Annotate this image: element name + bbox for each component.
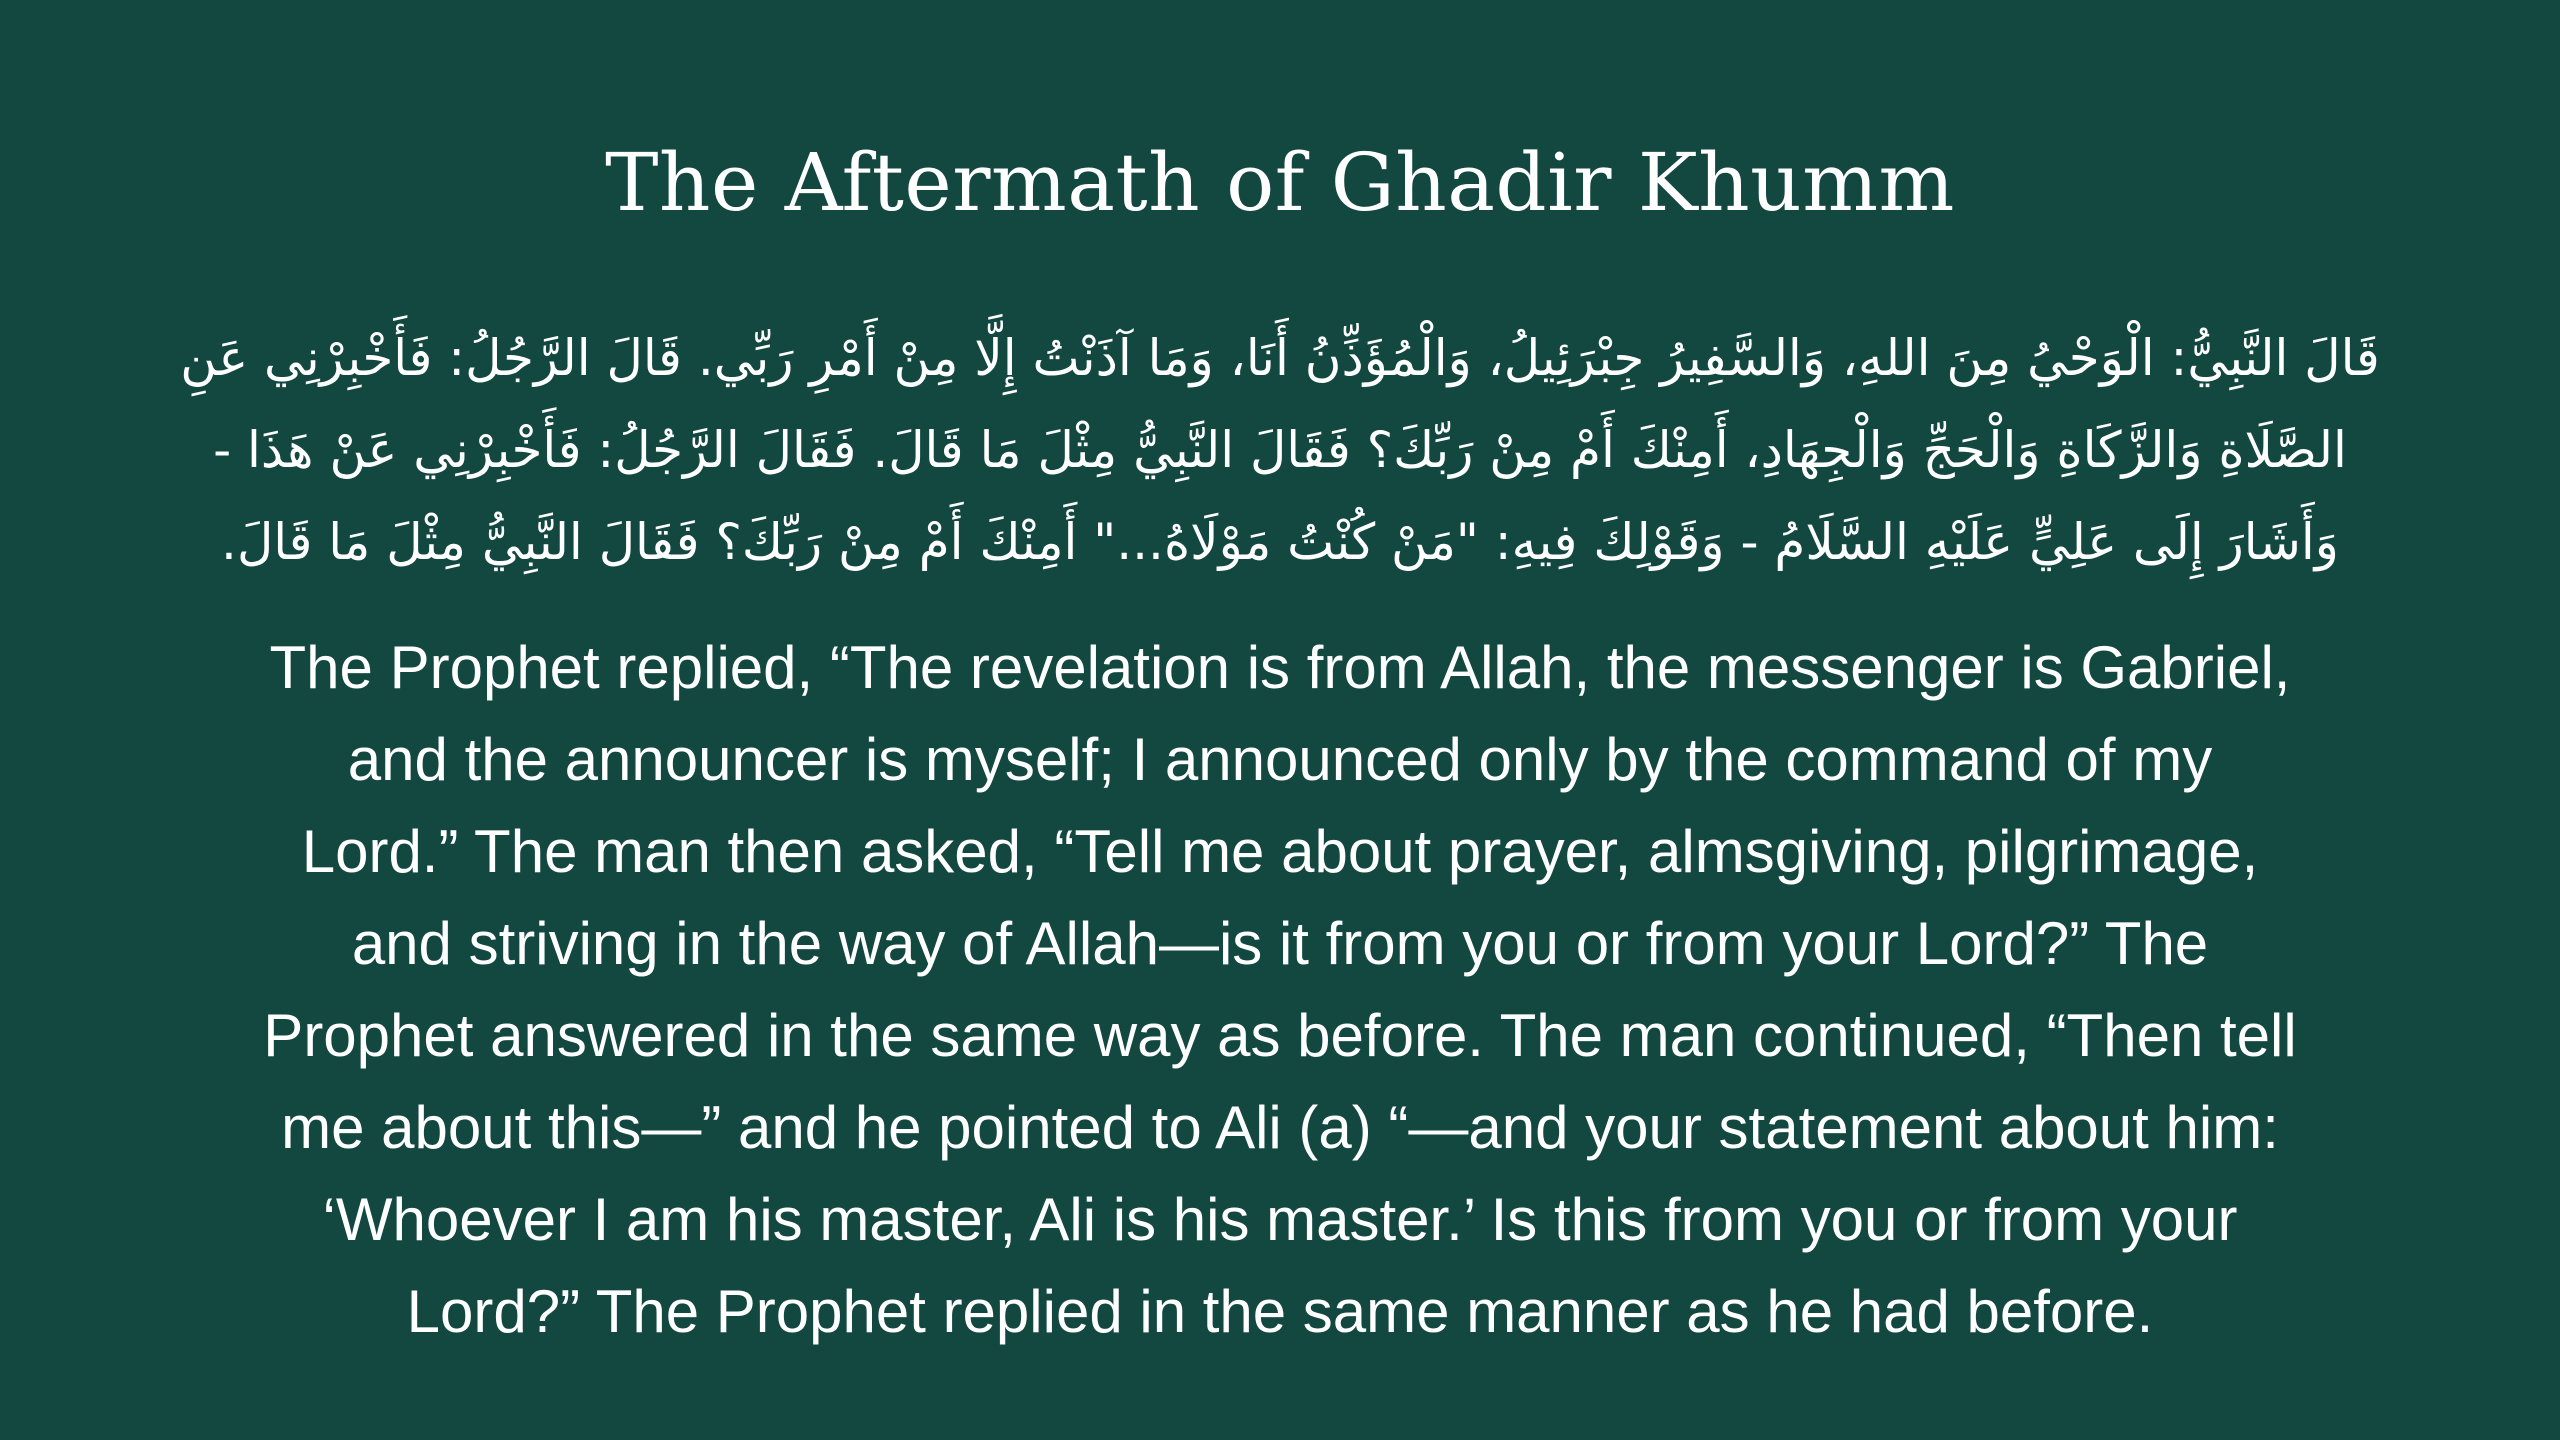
arabic-hadith-text xyxy=(150,312,2410,588)
arabic-line: الصَّلَاةِ وَالزَّكَاةِ وَالْحَجِّ وَالْجِهَادِ، أَمِنْكَ أَمْ مِنْ رَبِّكَ؟ فَقَالَ النَّبِيُّ مِثْلَ مَا قَالَ. فَقَالَ الرَّجُلُ: فَأَخْبِرْنِي عَنْ هَذَا - xyxy=(213,421,2347,479)
translation-line: and striving in the way of Allah—is it from you or from your Lord?” The xyxy=(351,910,2209,977)
translation-line: The Prophet replied, “The revelation is from Allah, the messenger is Gabriel, xyxy=(269,634,2291,701)
translation-line: ‘Whoever I am his master, Ali is his master.’ Is this from you or from your xyxy=(322,1186,2238,1253)
arabic-line: وَأَشَارَ إِلَى عَلِيٍّ عَلَيْهِ السَّلَامُ - وَقَوْلِكَ فِيهِ: "مَنْ كُنْتُ مَوْلَاهُ..." أَمِنْكَ أَمْ مِنْ رَبِّكَ؟ فَقَالَ النَّبِيُّ مِثْلَ مَا قَالَ. xyxy=(221,513,2339,571)
translation-line: Lord?” The Prophet replied in the same manner as he had before. xyxy=(406,1278,2154,1345)
translation-line: Lord.” The man then asked, “Tell me about prayer, almsgiving, pilgrimage, xyxy=(301,818,2259,885)
slide-title: The Aftermath of Ghadir Khumm xyxy=(605,136,1955,229)
english-translation xyxy=(120,622,2440,1358)
arabic-line: قَالَ النَّبِيُّ: الْوَحْيُ مِنَ اللهِ، وَالسَّفِيرُ جِبْرَئِيلُ، وَالْمُؤَذِّنُ أَنَا، وَمَا آذَنْتُ إِلَّا مِنْ أَمْرِ رَبِّي. قَالَ الرَّجُلُ: فَأَخْبِرْنِي عَنِ xyxy=(180,329,2380,387)
translation-line: and the announcer is myself; I announced only by the command of my xyxy=(347,726,2213,793)
translation-line: Prophet answered in the same way as before. The man continued, “Then tell xyxy=(263,1002,2297,1069)
translation-line: me about this—” and he pointed to Ali (a) “—and your statement about him: xyxy=(281,1094,2279,1161)
